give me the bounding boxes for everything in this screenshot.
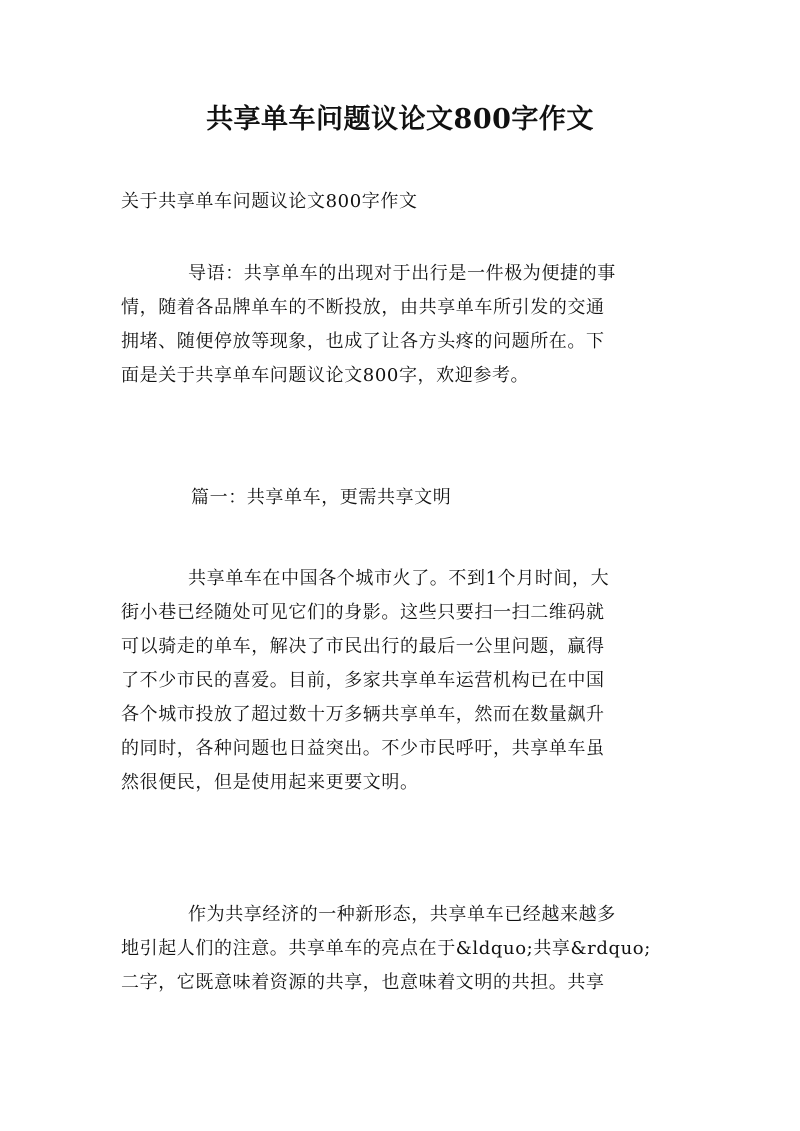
document-title: 共享单车问题议论文800字作文	[206, 104, 594, 135]
paragraph-line: 作为共享经济的一种新形态，共享单车已经越来越多	[188, 904, 616, 925]
paragraph-line: 导语：共享单车的出现对于出行是一件极为便捷的事	[188, 263, 616, 284]
paragraph-line: 面是关于共享单车问题议论文800字，欢迎参考。	[121, 365, 530, 386]
paragraph-line: 的同时，各种问题也日益突出。不少市民呼吁，共享单车虽	[121, 738, 605, 759]
paragraph-line: 可以骑走的单车，解决了市民出行的最后一公里问题，赢得	[121, 636, 605, 657]
paragraph-line: 了不少市民的喜爱。目前，多家共享单车运营机构已在中国	[121, 670, 605, 691]
section-heading: 篇一：共享单车，更需共享文明	[191, 487, 452, 508]
paragraph-line: 然很便民，但是使用起来更要文明。	[121, 772, 419, 793]
subtitle-line: 关于共享单车问题议论文800字作文	[121, 191, 418, 212]
paragraph-line: 街小巷已经随处可见它们的身影。这些只要扫一扫二维码就	[121, 602, 605, 623]
paragraph-line: 二字，它既意味着资源的共享，也意味着文明的共担。共享	[121, 972, 605, 993]
paragraph-line: 拥堵、随便停放等现象，也成了让各方头疼的问题所在。下	[121, 331, 605, 352]
paragraph-line: 各个城市投放了超过数十万多辆共享单车，然而在数量飙升	[121, 704, 605, 725]
paragraph-line: 地引起人们的注意。共享单车的亮点在于&ldquo;共享&rdquo;	[121, 938, 651, 959]
paragraph-line: 共享单车在中国各个城市火了。不到1个月时间，大	[188, 568, 610, 589]
paragraph-line: 情，随着各品牌单车的不断投放，由共享单车所引发的交通	[121, 297, 605, 318]
